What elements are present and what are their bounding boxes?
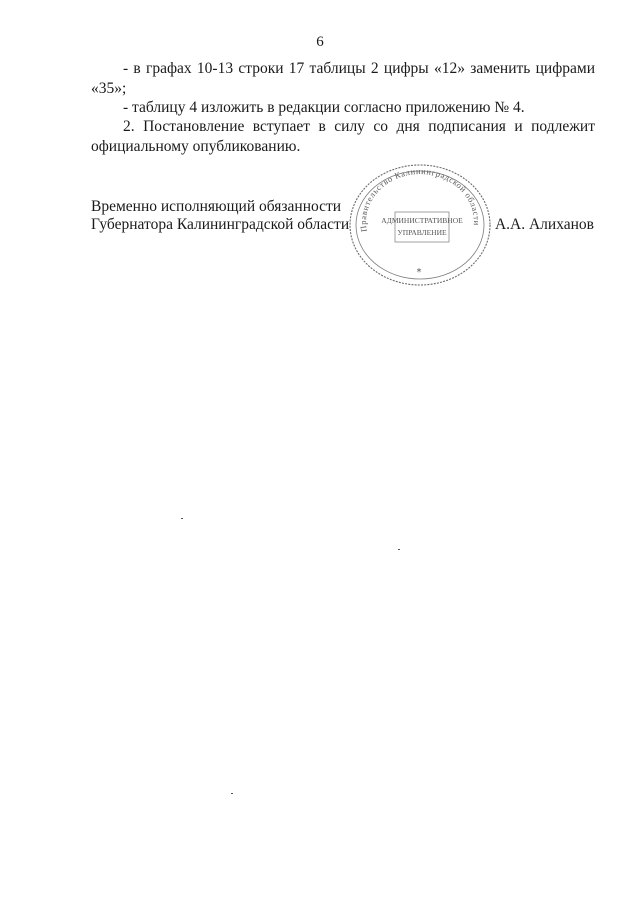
signatory-name: А.А. Алиханов <box>494 216 594 233</box>
paragraph-item-1: - в графах 10-13 строки 17 таблицы 2 цифры «12» заменить цифрами «35»; <box>91 60 595 97</box>
seal-inner-line-2: УПРАВЛЕНИЕ <box>397 228 447 237</box>
seal-graphic <box>345 162 495 288</box>
paragraph-item-2: - таблицу 4 изложить в редакции согласно приложению № 4. <box>123 99 525 116</box>
paragraph-item-3: 2. Постановление вступает в силу со дня подписания и подлежит официальному опубликованию. <box>91 118 595 155</box>
scan-speck <box>231 793 233 794</box>
page-number: 6 <box>316 34 324 50</box>
scan-speck <box>181 518 183 519</box>
seal-inner-line-1: АДМИНИСТРАТИВНОЕ <box>381 216 463 225</box>
signatory-position-line-2: Губернатора Калининградской области <box>91 216 350 233</box>
scan-speck <box>398 549 400 550</box>
signatory-position-line-1: Временно исполняющий обязанности <box>91 198 342 215</box>
official-seal-stamp <box>345 162 495 288</box>
seal-star-icon: * <box>416 267 422 278</box>
seal-ring-text: Правительство Калининградской области <box>357 166 483 233</box>
signatory-position <box>91 198 349 234</box>
